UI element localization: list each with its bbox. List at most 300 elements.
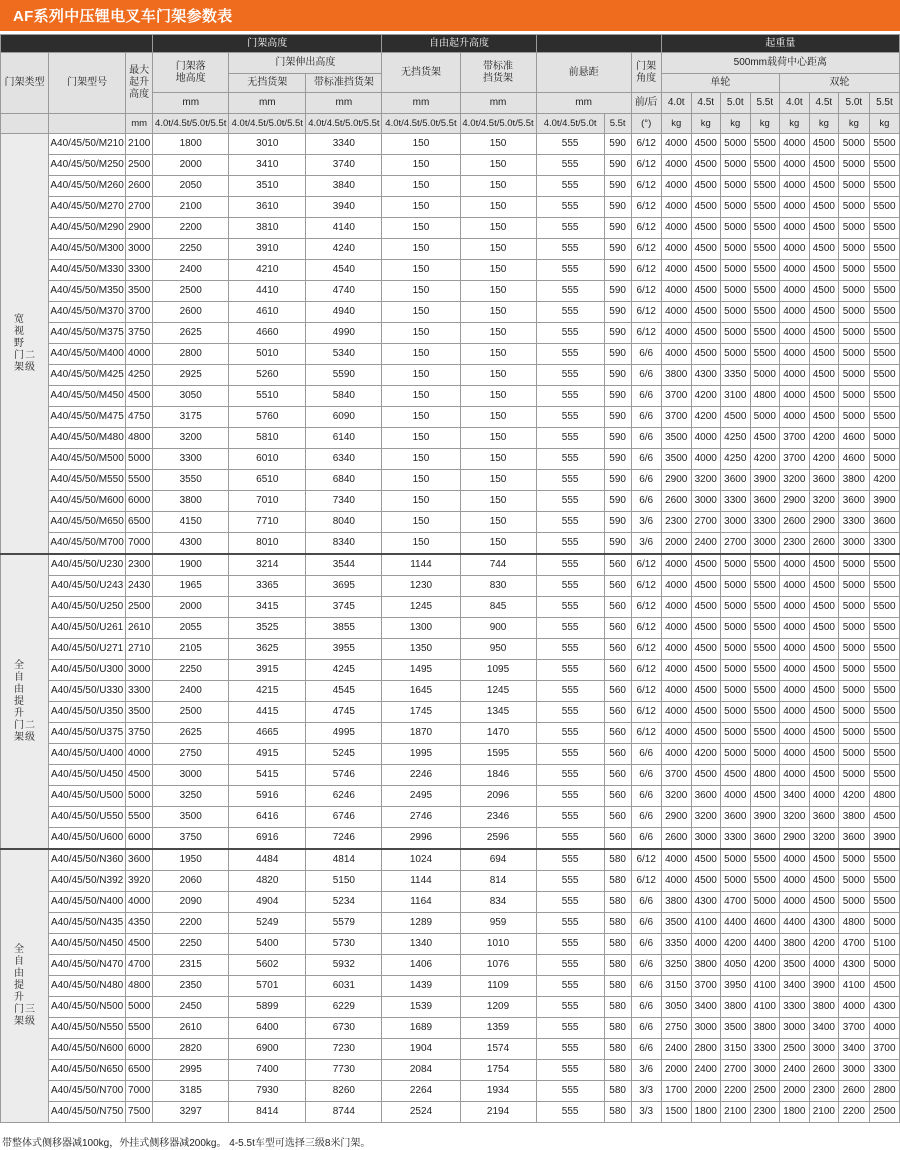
value-cell: 5245 (306, 744, 382, 765)
value-cell: 7246 (306, 828, 382, 850)
model-cell: A40/45/50/N480 (49, 976, 126, 997)
value-cell: 5000 (720, 344, 750, 365)
value-cell: 4500 (691, 597, 720, 618)
value-cell: 5500 (869, 260, 899, 281)
value-cell: 2346 (460, 807, 536, 828)
model-cell: A40/45/50/M480 (49, 428, 126, 449)
value-cell: 580 (604, 955, 631, 976)
value-cell: 2250 (153, 660, 229, 681)
value-cell: 3000 (838, 533, 869, 555)
value-cell: 5500 (869, 155, 899, 176)
value-cell: 2600 (838, 1081, 869, 1102)
value-cell: 3200 (779, 807, 809, 828)
value-cell: 8414 (229, 1102, 306, 1123)
table-row (1, 597, 900, 618)
model-cell: A40/45/50/U550 (49, 807, 126, 828)
value-cell: 2430 (126, 576, 153, 597)
value-cell: 4500 (691, 323, 720, 344)
value-cell: 1470 (460, 723, 536, 744)
value-cell: 4000 (809, 955, 838, 976)
value-cell: 6/12 (631, 281, 661, 302)
value-cell: 3200 (809, 828, 838, 850)
table-row (1, 976, 900, 997)
value-cell: 5000 (838, 197, 869, 218)
value-cell: 555 (536, 218, 604, 239)
value-cell: 5415 (229, 765, 306, 786)
value-cell: 5000 (838, 260, 869, 281)
value-cell: 5500 (750, 260, 779, 281)
value-cell: 5000 (838, 323, 869, 344)
value-cell: 3300 (720, 491, 750, 512)
value-cell: 590 (604, 533, 631, 555)
value-cell: 5000 (126, 449, 153, 470)
table-row (1, 134, 900, 155)
value-cell: 5000 (720, 323, 750, 344)
value-cell: 5000 (838, 744, 869, 765)
table-row (1, 554, 900, 576)
value-cell: 3700 (126, 302, 153, 323)
mast-spec-table (0, 34, 900, 1123)
value-cell: 5810 (229, 428, 306, 449)
value-cell: 4050 (720, 955, 750, 976)
value-cell: 1245 (382, 597, 460, 618)
table-body (1, 134, 900, 1123)
value-cell: 3400 (779, 786, 809, 807)
value-cell: 590 (604, 176, 631, 197)
value-cell: 4940 (306, 302, 382, 323)
value-cell: 5000 (720, 134, 750, 155)
value-cell: 3950 (720, 976, 750, 997)
value-cell: 2610 (126, 618, 153, 639)
value-cell: 4000 (779, 218, 809, 239)
value-cell: 5340 (306, 344, 382, 365)
value-cell: 3340 (306, 134, 382, 155)
value-cell: 4500 (126, 934, 153, 955)
value-cell: 555 (536, 365, 604, 386)
value-cell: 3010 (229, 134, 306, 155)
value-cell: 3/6 (631, 1060, 661, 1081)
value-cell: 2200 (838, 1102, 869, 1123)
table-row (1, 639, 900, 660)
value-cell: 4000 (661, 344, 691, 365)
value-cell: 2800 (691, 1039, 720, 1060)
value-cell: 4000 (691, 934, 720, 955)
value-cell: 4745 (306, 702, 382, 723)
value-cell: 4500 (869, 807, 899, 828)
value-cell: 3800 (691, 955, 720, 976)
value-cell: 150 (382, 386, 460, 407)
table-row (1, 997, 900, 1018)
value-cell: 2900 (661, 470, 691, 491)
value-cell: 4500 (809, 365, 838, 386)
value-cell: 4500 (691, 576, 720, 597)
value-cell: 3200 (691, 807, 720, 828)
value-cell: 150 (460, 239, 536, 260)
table-row (1, 155, 900, 176)
value-cell: 4000 (661, 871, 691, 892)
value-cell: 3185 (153, 1081, 229, 1102)
value-cell: 5000 (838, 365, 869, 386)
value-cell: 4000 (779, 744, 809, 765)
value-cell: 5500 (750, 239, 779, 260)
table-header (1, 35, 900, 134)
value-cell: 150 (382, 449, 460, 470)
value-cell: 5916 (229, 786, 306, 807)
tonnage-label: 4.5t (691, 93, 720, 114)
value-cell: 4400 (750, 934, 779, 955)
value-cell: 3300 (720, 828, 750, 850)
value-cell: 4000 (779, 134, 809, 155)
value-cell: 590 (604, 470, 631, 491)
value-cell: 4665 (229, 723, 306, 744)
table-row (1, 239, 900, 260)
tonnage-label: 5.0t (838, 93, 869, 114)
value-cell: 150 (460, 134, 536, 155)
value-cell: 3000 (691, 828, 720, 850)
value-cell: 2600 (153, 302, 229, 323)
value-cell: 2600 (809, 1060, 838, 1081)
value-cell: 3300 (779, 997, 809, 1018)
value-cell: 150 (382, 218, 460, 239)
value-cell: 5000 (838, 239, 869, 260)
value-cell: 6/6 (631, 807, 661, 828)
model-cell: A40/45/50/N400 (49, 892, 126, 913)
value-cell: 4814 (306, 849, 382, 871)
unit-mm: mm (460, 93, 536, 114)
value-cell: 3000 (720, 512, 750, 533)
value-cell: 4200 (809, 934, 838, 955)
value-cell: 1209 (460, 997, 536, 1018)
value-cell: 5602 (229, 955, 306, 976)
header-with-backrest: 带标准挡货架 (306, 74, 382, 93)
model-cell: A40/45/50/M550 (49, 470, 126, 491)
value-cell: 1495 (382, 660, 460, 681)
value-cell: 150 (382, 323, 460, 344)
value-cell: 4500 (809, 281, 838, 302)
value-cell: 3550 (153, 470, 229, 491)
value-cell: 6/6 (631, 976, 661, 997)
value-cell: 2925 (153, 365, 229, 386)
value-cell: 3400 (779, 976, 809, 997)
value-cell: 1010 (460, 934, 536, 955)
value-cell: 4000 (779, 239, 809, 260)
value-cell: 5260 (229, 365, 306, 386)
value-cell: 2600 (661, 491, 691, 512)
value-cell: 4500 (691, 155, 720, 176)
table-row (1, 765, 900, 786)
value-cell: 150 (460, 512, 536, 533)
value-cell: 4200 (838, 786, 869, 807)
value-cell: 2100 (126, 134, 153, 155)
value-cell: 4000 (779, 554, 809, 576)
model-cell: A40/45/50/N392 (49, 871, 126, 892)
value-cell: 150 (460, 533, 536, 555)
value-cell: 2500 (779, 1039, 809, 1060)
value-cell: 5000 (750, 407, 779, 428)
value-cell: 3900 (869, 828, 899, 850)
value-cell: 2400 (153, 260, 229, 281)
value-cell: 5000 (838, 871, 869, 892)
value-cell: 150 (382, 155, 460, 176)
value-cell: 4500 (809, 639, 838, 660)
value-cell: 4100 (750, 976, 779, 997)
value-cell: 4000 (779, 386, 809, 407)
value-cell: 1406 (382, 955, 460, 976)
value-cell: 3800 (661, 365, 691, 386)
table-row (1, 744, 900, 765)
value-cell: 4500 (691, 702, 720, 723)
value-cell: 4500 (691, 618, 720, 639)
value-cell: 5150 (306, 871, 382, 892)
value-cell: 580 (604, 997, 631, 1018)
value-cell: 150 (382, 533, 460, 555)
value-cell: 4000 (661, 134, 691, 155)
value-cell: 3600 (126, 849, 153, 871)
value-cell: 5500 (869, 744, 899, 765)
value-cell: 4000 (779, 639, 809, 660)
value-cell: 6229 (306, 997, 382, 1018)
value-cell: 900 (460, 618, 536, 639)
value-cell: 5500 (750, 281, 779, 302)
value-cell: 5500 (869, 639, 899, 660)
value-cell: 4000 (661, 260, 691, 281)
value-cell: 4410 (229, 281, 306, 302)
model-cell: A40/45/50/U271 (49, 639, 126, 660)
value-cell: 2246 (382, 765, 460, 786)
value-cell: 5000 (838, 892, 869, 913)
value-cell: 4300 (869, 997, 899, 1018)
value-cell: 1164 (382, 892, 460, 913)
value-cell: 5000 (838, 155, 869, 176)
value-cell: 590 (604, 239, 631, 260)
value-cell: 4500 (691, 302, 720, 323)
table-row (1, 934, 900, 955)
value-cell: 4500 (691, 239, 720, 260)
tilt-unit: (°) (631, 114, 661, 134)
value-cell: 560 (604, 828, 631, 850)
table-row (1, 849, 900, 871)
model-cell: A40/45/50/U375 (49, 723, 126, 744)
value-cell: 814 (460, 871, 536, 892)
model-cell: A40/45/50/U500 (49, 786, 126, 807)
value-cell: 4000 (779, 597, 809, 618)
value-cell: 3050 (153, 386, 229, 407)
value-cell: 555 (536, 197, 604, 218)
value-cell: 5000 (838, 218, 869, 239)
header-mast-height: 门架高度 (153, 35, 382, 53)
value-cell: 5000 (126, 997, 153, 1018)
value-cell: 555 (536, 1039, 604, 1060)
value-cell: 3740 (306, 155, 382, 176)
value-cell: 555 (536, 786, 604, 807)
value-cell: 5500 (869, 681, 899, 702)
value-cell: 3350 (720, 365, 750, 386)
value-cell: 4500 (809, 176, 838, 197)
value-cell: 3200 (153, 428, 229, 449)
value-cell: 580 (604, 1102, 631, 1123)
value-cell: 555 (536, 554, 604, 576)
value-cell: 580 (604, 976, 631, 997)
header-dual-wheel: 双轮 (779, 74, 899, 93)
value-cell: 4500 (691, 260, 720, 281)
value-cell: 5000 (750, 365, 779, 386)
value-cell: 3940 (306, 197, 382, 218)
footnote: 带整体式侧移器减100kg，外挂式侧移器减200kg。 4-5.5t车型可选择三级8米门架。 (2, 1138, 371, 1149)
value-cell: 5000 (720, 197, 750, 218)
value-cell: 5500 (750, 702, 779, 723)
value-cell: 590 (604, 323, 631, 344)
value-cell: 1689 (382, 1018, 460, 1039)
value-cell: 4000 (661, 639, 691, 660)
value-cell: 4000 (779, 576, 809, 597)
value-cell: 5500 (869, 218, 899, 239)
value-cell: 150 (460, 260, 536, 281)
value-cell: 4000 (126, 744, 153, 765)
header-front-overhang: 前悬距 (536, 53, 631, 93)
value-cell: 3600 (838, 491, 869, 512)
value-cell: 3/3 (631, 1081, 661, 1102)
tonnage-label: 4.5t (809, 93, 838, 114)
value-cell: 3000 (750, 1060, 779, 1081)
value-cell: 1574 (460, 1039, 536, 1060)
value-cell: 4000 (779, 176, 809, 197)
value-cell: 4000 (126, 344, 153, 365)
value-cell: 8010 (229, 533, 306, 555)
value-cell: 5500 (869, 365, 899, 386)
value-cell: 150 (382, 407, 460, 428)
value-cell: 3000 (126, 239, 153, 260)
value-cell: 5000 (838, 554, 869, 576)
value-cell: 5000 (838, 407, 869, 428)
value-cell: 150 (460, 344, 536, 365)
value-cell: 580 (604, 849, 631, 871)
value-cell: 5899 (229, 997, 306, 1018)
table-row (1, 176, 900, 197)
value-cell: 5500 (750, 849, 779, 871)
value-cell: 5000 (838, 386, 869, 407)
value-cell: 4500 (809, 239, 838, 260)
value-cell: 4000 (779, 892, 809, 913)
tonnage-label: 5.5t (869, 93, 899, 114)
value-cell: 5500 (750, 660, 779, 681)
value-cell: 2194 (460, 1102, 536, 1123)
value-cell: 5000 (720, 849, 750, 871)
value-cell: 5500 (750, 155, 779, 176)
table-row (1, 218, 900, 239)
value-cell: 1109 (460, 976, 536, 997)
value-cell: 2105 (153, 639, 229, 660)
value-cell: 4800 (838, 913, 869, 934)
value-cell: 4200 (691, 386, 720, 407)
unit-mm: mm (126, 114, 153, 134)
value-cell: 4150 (153, 512, 229, 533)
value-cell: 1934 (460, 1081, 536, 1102)
table-row (1, 1039, 900, 1060)
value-cell: 150 (382, 197, 460, 218)
model-cell: A40/45/50/M375 (49, 323, 126, 344)
value-cell: 560 (604, 660, 631, 681)
value-cell: 3600 (809, 470, 838, 491)
model-cell: A40/45/50/M400 (49, 344, 126, 365)
value-cell: 150 (460, 449, 536, 470)
value-cell: 6916 (229, 828, 306, 850)
value-cell: 6900 (229, 1039, 306, 1060)
unit-kg: kg (809, 114, 838, 134)
model-cell: A40/45/50/U230 (49, 554, 126, 576)
model-cell: A40/45/50/N450 (49, 934, 126, 955)
value-cell: 2400 (691, 1060, 720, 1081)
value-cell: 560 (604, 702, 631, 723)
header-lowered-height: 门架落 地高度 (153, 53, 229, 93)
tonnage-label: 4.0t (661, 93, 691, 114)
value-cell: 2900 (779, 828, 809, 850)
value-cell: 3800 (750, 1018, 779, 1039)
value-cell: 150 (460, 197, 536, 218)
value-cell: 555 (536, 1102, 604, 1123)
value-cell: 7010 (229, 491, 306, 512)
value-cell: 560 (604, 554, 631, 576)
table-row (1, 449, 900, 470)
value-cell: 5500 (750, 871, 779, 892)
value-cell: 3855 (306, 618, 382, 639)
value-cell: 6/6 (631, 449, 661, 470)
value-cell: 1595 (460, 744, 536, 765)
value-cell: 5000 (720, 702, 750, 723)
value-cell: 3900 (750, 470, 779, 491)
value-cell: 4500 (691, 197, 720, 218)
value-cell: 5000 (720, 681, 750, 702)
table-row (1, 197, 900, 218)
table-row (1, 386, 900, 407)
value-cell: 5000 (720, 554, 750, 576)
value-cell: 4000 (720, 786, 750, 807)
value-cell: 3600 (720, 470, 750, 491)
group-type: 全自由提升门架 (14, 659, 25, 743)
value-cell: 4500 (691, 344, 720, 365)
value-cell: 6/6 (631, 428, 661, 449)
value-cell: 5500 (750, 639, 779, 660)
value-cell: 3050 (661, 997, 691, 1018)
value-cell: 5932 (306, 955, 382, 976)
value-cell: 2315 (153, 955, 229, 976)
value-cell: 4500 (691, 871, 720, 892)
value-cell: 4000 (869, 1018, 899, 1039)
value-cell: 2000 (661, 1060, 691, 1081)
value-cell: 3500 (126, 281, 153, 302)
value-cell: 5500 (869, 765, 899, 786)
value-cell: 5500 (869, 660, 899, 681)
model-cell: A40/45/50/N750 (49, 1102, 126, 1123)
value-cell: 2250 (153, 239, 229, 260)
value-cell: 4000 (661, 744, 691, 765)
value-cell: 4200 (809, 428, 838, 449)
value-cell: 560 (604, 765, 631, 786)
value-cell: 580 (604, 1018, 631, 1039)
value-cell: 3365 (229, 576, 306, 597)
value-cell: 6/12 (631, 176, 661, 197)
value-cell: 590 (604, 260, 631, 281)
value-cell: 5000 (838, 618, 869, 639)
value-cell: 694 (460, 849, 536, 871)
value-cell: 3544 (306, 554, 382, 576)
value-cell: 4700 (838, 934, 869, 955)
value-cell: 3000 (779, 1018, 809, 1039)
model-cell: A40/45/50/M450 (49, 386, 126, 407)
value-cell: 2450 (153, 997, 229, 1018)
value-cell: 5701 (229, 976, 306, 997)
value-cell: 5000 (720, 871, 750, 892)
model-cell: A40/45/50/U350 (49, 702, 126, 723)
